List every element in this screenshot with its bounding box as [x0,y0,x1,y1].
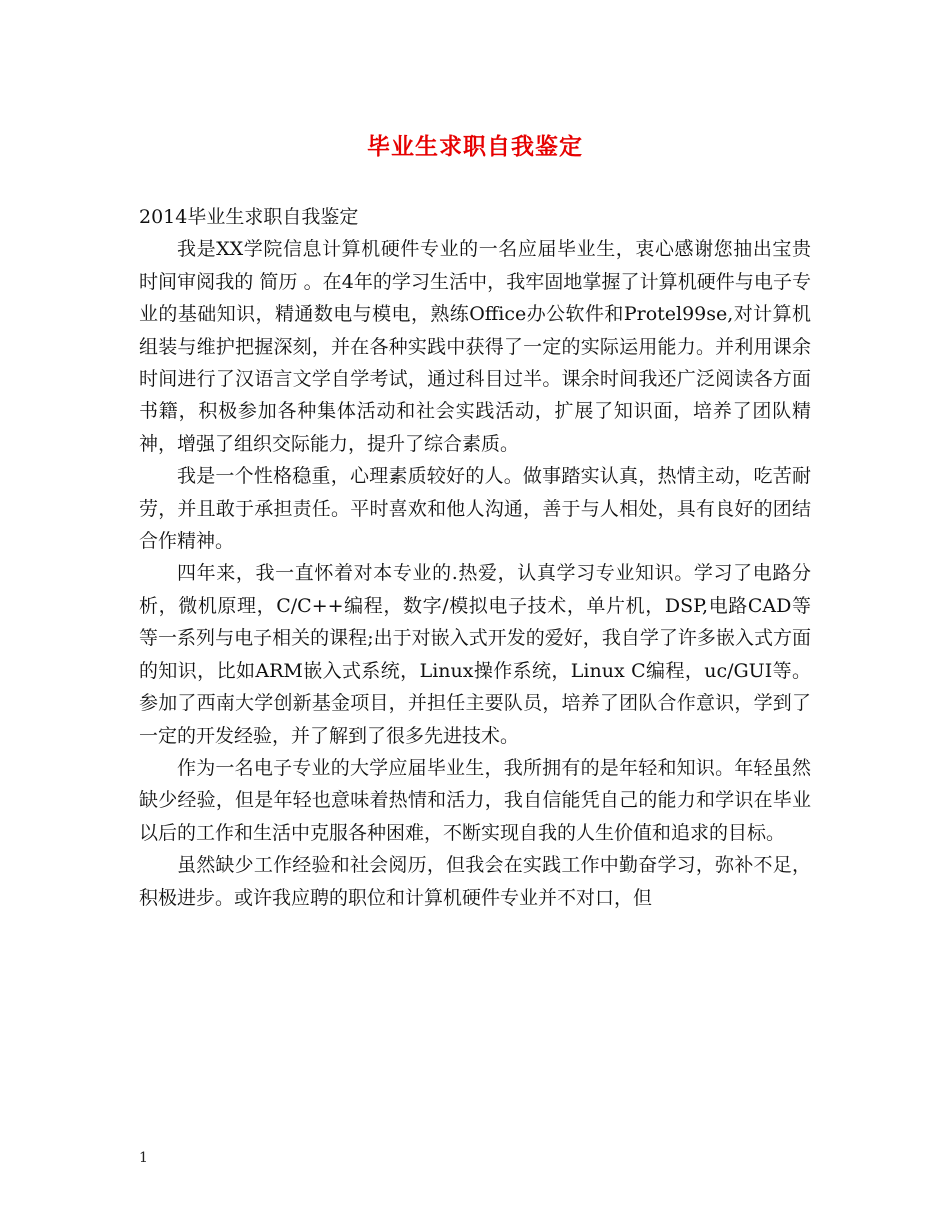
document-title: 毕业生求职自我鉴定 [367,133,583,160]
document-subtitle: 2014毕业生求职自我鉴定 [139,206,359,228]
document-body [139,201,811,914]
paragraph-3: 四年来，我一直怀着对本专业的.热爱，认真学习专业知识。学习了电路分析，微机原理，C/C++编程，数字/模拟电子技术，单片机，DSP,电路CAD等等一系列与电子相关的课程;出于对嵌入式开发的爱好，我自学了许多嵌入式方面的知识，比如ARM嵌入式系统，Linux操作系统，Linux C编程，uc/GUI等。参加了西南大学创新基金项目，并担任主要队员，培养了团队合作意识，学到了一定的开发经验，并了解到了很多先进技术。 [139,562,811,747]
paragraph-5: 虽然缺少工作经验和社会阅历，但我会在实践工作中勤奋学习，弥补不足，积极进步。或许我应聘的职位和计算机硬件专业并不对口，但 [139,854,811,909]
paragraph-4: 作为一名电子专业的大学应届毕业生，我所拥有的是年轻和知识。年轻虽然缺少经验，但是年轻也意味着热情和活力，我自信能凭自己的能力和学识在毕业以后的工作和生活中克服各种困难，不断实现自我的人生价值和追求的目标。 [139,756,811,844]
paragraph-2: 我是一个性格稳重，心理素质较好的人。做事踏实认真，热情主动，吃苦耐劳，并且敢于承担责任。平时喜欢和他人沟通，善于与人相处，具有良好的团结合作精神。 [139,465,811,553]
page-number: 1 [139,1150,148,1166]
paragraph-1: 我是XX学院信息计算机硬件专业的一名应届毕业生，衷心感谢您抽出宝贵时间审阅我的 简历 。在4年的学习生活中，我牢固地掌握了计算机硬件与电子专业的基础知识，精通数电与模电，熟练Office办公软件和Protel99se,对计算机组装与维护把握深刻，并在各种实践中获得了一定的实际运用能力。并利用课余时间进行了汉语言文学自学考试，通过科目过半。课余时间我还广泛阅读各方面书籍，积极参加各种集体活动和社会实践活动，扩展了知识面，培养了团队精神，增强了组织交际能力，提升了综合素质。 [139,238,811,455]
